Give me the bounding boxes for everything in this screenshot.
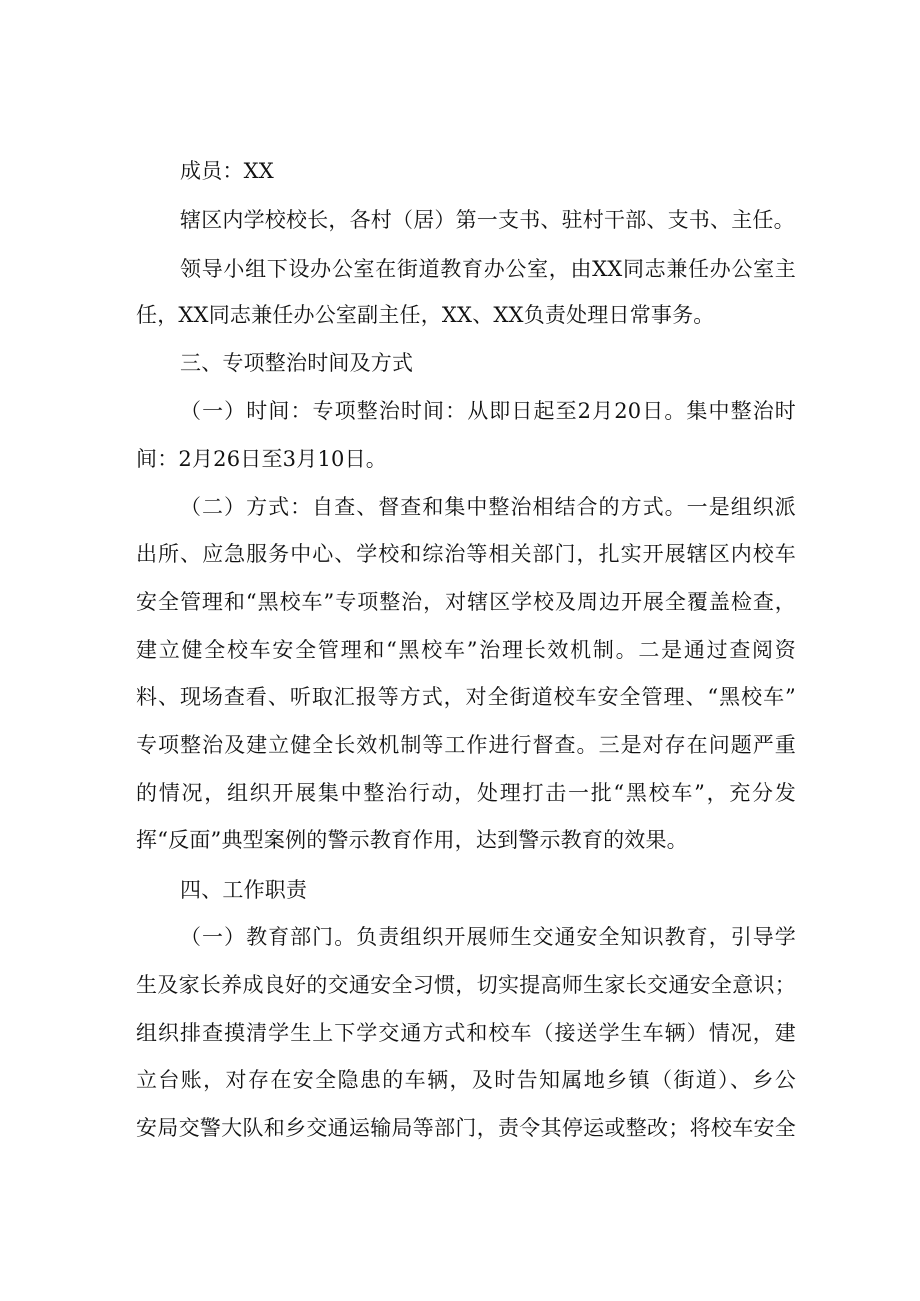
paragraph-line: 建立健全校车安全管理和“黑校车”治理长效机制。二是通过查阅资 (136, 638, 796, 662)
paragraph-line: 安全管理和“黑校车”专项整治，对辖区学校及周边开展全覆盖检查， (136, 590, 796, 614)
paragraph-line: 的情况，组织开展集中整治行动，处理打击一批“黑校车”，充分发 (136, 781, 796, 805)
paragraph-line: 立台账，对存在安全隐患的车辆，及时告知属地乡镇（街道）、乡公 (136, 1068, 796, 1092)
section-heading: 三、专项整治时间及方式 (180, 351, 414, 375)
paragraph-line: 间：2月26日至3月10日。 (136, 447, 387, 471)
paragraph-line: 辖区内学校校长，各村（居）第一支书、驻村干部、支书、主任。 (180, 208, 795, 232)
section-heading: 四、工作职责 (180, 878, 308, 902)
paragraph-line: 生及家长养成良好的交通安全习惯，切实提高师生家长交通安全意识； (136, 973, 796, 997)
paragraph-line: 安局交警大队和乡交通运输局等部门，责令其停运或整改；将校车安全 (136, 1116, 796, 1140)
paragraph-line: （二）方式：自查、督查和集中整治相结合的方式。一是组织派 (180, 495, 796, 519)
paragraph-line: 组织排查摸清学生上下学交通方式和校车（接送学生车辆）情况，建 (136, 1021, 796, 1045)
paragraph-line: 专项整治及建立健全长效机制等工作进行督查。三是对存在问题严重 (136, 733, 796, 757)
paragraph-line: 任，XX同志兼任办公室副主任，XX、XX负责处理日常事务。 (136, 303, 715, 327)
paragraph-line: 料、现场查看、听取汇报等方式，对全街道校车安全管理、“黑校车” (136, 685, 796, 709)
members-line: 成员：XX (180, 159, 274, 183)
paragraph-line: 出所、应急服务中心、学校和综治等相关部门，扎实开展辖区内校车 (136, 542, 796, 566)
paragraph-line: 领导小组下设办公室在街道教育办公室，由XX同志兼任办公室主 (180, 257, 796, 281)
paragraph-line: （一）教育部门。负责组织开展师生交通安全知识教育，引导学 (180, 925, 796, 949)
paragraph-line: （一）时间：专项整治时间：从即日起至2月20日。集中整治时 (180, 399, 796, 423)
paragraph-line: 挥“反面”典型案例的警示教育作用，达到警示教育的效果。 (136, 828, 688, 852)
